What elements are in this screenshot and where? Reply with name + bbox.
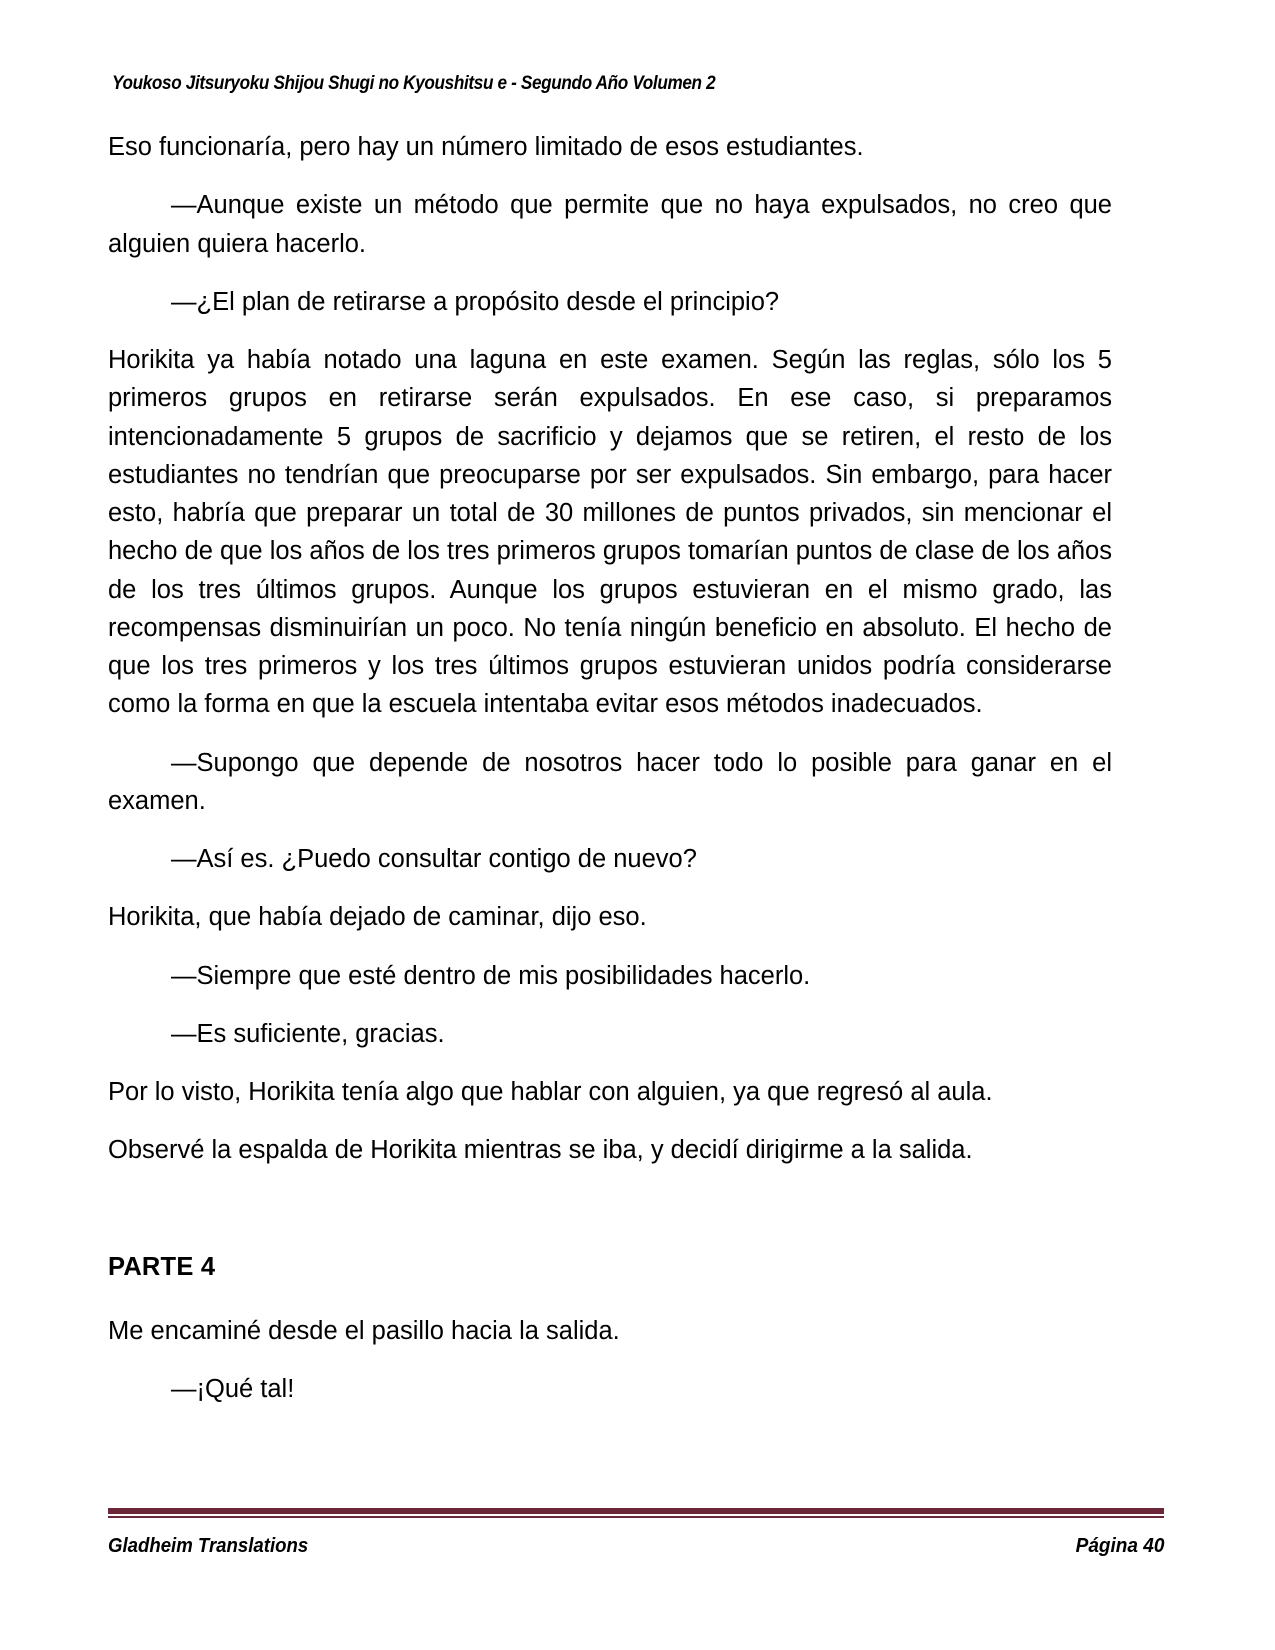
section-heading-parte-4: PARTE 4 bbox=[108, 1252, 216, 1281]
paragraph: —¿El plan de retirarse a propósito desde el principio? bbox=[171, 287, 780, 316]
paragraph: Eso funcionaría, pero hay un número limitado de esos estudiantes. bbox=[108, 133, 864, 161]
paragraph: Horikita, que había dejado de caminar, dijo eso. bbox=[108, 903, 647, 932]
paragraph: Por lo visto, Horikita tenía algo que hablar con alguien, ya que regresó al aula. bbox=[108, 1078, 993, 1106]
page-footer bbox=[108, 1508, 1164, 1558]
paragraph: —Aunque existe un método que permite que no haya expulsados, no creo que alguien quiera hacerlo. bbox=[108, 191, 1112, 258]
footer-translator-credit: Gladheim Translations bbox=[108, 1535, 309, 1557]
paragraph: —¡Qué tal! bbox=[171, 1375, 295, 1403]
paragraph: —Así es. ¿Puedo consultar contigo de nuevo? bbox=[171, 845, 697, 873]
paragraph: Me encaminé desde el pasillo hacia la salida. bbox=[108, 1316, 620, 1345]
paragraph: —Es suficiente, gracias. bbox=[171, 1019, 445, 1048]
running-header-title: Youkoso Jitsuryoku Shijou Shugi no Kyoushitsu e - Segundo Año Volumen 2 bbox=[112, 72, 716, 94]
footer-page-number: Página 40 bbox=[1075, 1535, 1164, 1557]
paragraph: —Supongo que depende de nosotros hacer todo lo posible para ganar en el examen. bbox=[108, 748, 1112, 815]
footer-row bbox=[108, 1535, 1164, 1558]
footer-rule-thin bbox=[108, 1516, 1164, 1518]
paragraph-long: Horikita ya había notado una laguna en este examen. Según las reglas, sólo los 5 primeros grupos en retirarse serán expulsados. En ese caso, si preparamos intencionadamente 5 grupos de sacrificio y dejamos que se retiren, el resto de los estudiantes no tendrían que preocuparse por ser expulsados. Sin embargo, para hacer esto, habría que preparar un total de 30 millones de puntos privados, sin mencionar el hecho de que los años de los tres primeros grupos tomarían puntos de clase de los años de los tres últimos grupos. Aunque los grupos estuvieran en el mismo grado, las recompensas disminuirían un poco. No tenía ningún beneficio en absoluto. El hecho de que los tres primeros y los tres últimos grupos estuvieran unidos podría considerarse como la forma en que la escuela intentaba evitar esos métodos inadecuados. bbox=[108, 346, 1112, 719]
document-body bbox=[108, 128, 1112, 1428]
paragraph: —Siempre que esté dentro de mis posibilidades hacerlo. bbox=[171, 961, 811, 990]
paragraph: Observé la espalda de Horikita mientras se iba, y decidí dirigirme a la salida. bbox=[108, 1136, 973, 1165]
